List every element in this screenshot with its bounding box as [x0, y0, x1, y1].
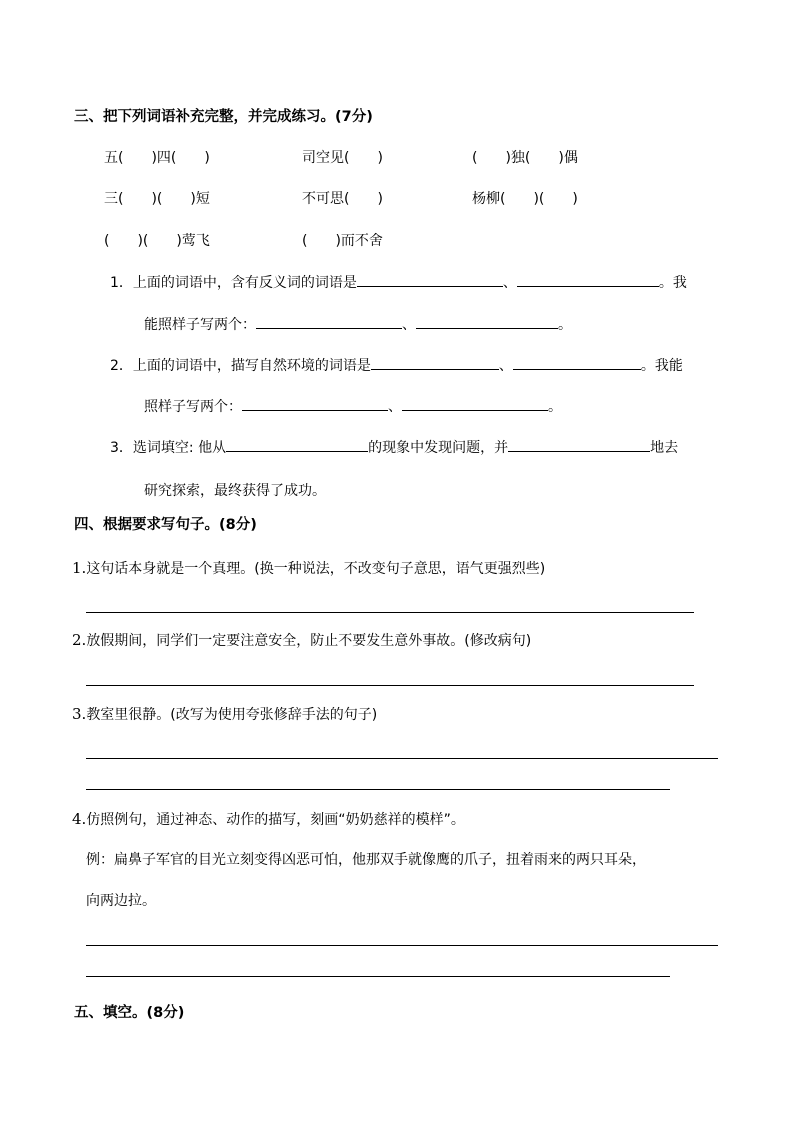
- answer-line[interactable]: [86, 685, 694, 686]
- idiom-item: 五( )四( ): [104, 150, 210, 166]
- answer-line[interactable]: [86, 612, 694, 613]
- answer-line[interactable]: [86, 789, 670, 790]
- answer-line[interactable]: [86, 758, 718, 759]
- question-3-mid: 的现象中发现问题，并: [368, 440, 509, 456]
- item-number: 4.: [72, 810, 87, 828]
- question-2-end: 。我能: [640, 358, 683, 374]
- line-end: 。: [548, 399, 562, 415]
- item-text: 仿照例句，通过神态、动作的描写，刻画“奶奶慈祥的模样”。: [86, 812, 465, 828]
- idiom-item: ( )( )莺飞: [104, 233, 210, 249]
- question-3-end: 地去: [650, 440, 679, 456]
- answer-blank[interactable]: [242, 398, 388, 411]
- answer-blank[interactable]: [371, 357, 499, 370]
- sentence-item-2: [72, 631, 531, 650]
- question-3-line2: 研究探索，最终获得了成功。: [144, 483, 326, 499]
- question-3-text: 3．选词填空: 他从: [110, 440, 227, 456]
- item-number: 1.: [72, 559, 87, 577]
- separator: 、: [402, 317, 416, 333]
- question-1-line: [110, 274, 687, 292]
- idiom-item: ( )独( )偶: [472, 150, 578, 166]
- sentence-item-4: [72, 810, 465, 829]
- item-number: 3.: [72, 705, 87, 723]
- idiom-item: ( )而不舍: [302, 233, 383, 249]
- separator: 、: [498, 358, 513, 374]
- item-text: 放假期间，同学们一定要注意安全，防止不要发生意外事故。(修改病句): [86, 633, 532, 649]
- section4-heading: 四、根据要求写句子。(8分): [74, 517, 257, 533]
- answer-blank[interactable]: [517, 274, 659, 287]
- answer-blank[interactable]: [402, 398, 548, 411]
- answer-line[interactable]: [86, 976, 670, 977]
- idiom-item: 司空见( ): [302, 150, 383, 166]
- answer-blank[interactable]: [513, 357, 641, 370]
- answer-blank[interactable]: [416, 316, 558, 329]
- answer-line[interactable]: [86, 945, 718, 946]
- separator: 、: [502, 275, 517, 291]
- question-1-text: 1．上面的词语中，含有反义词的词语是: [110, 275, 357, 291]
- question-2-line: [110, 357, 683, 375]
- question-1-end: 。我: [658, 275, 687, 291]
- idiom-item: 三( )( )短: [104, 191, 210, 207]
- answer-blank[interactable]: [508, 439, 650, 452]
- example-line-2: 向两边拉。: [86, 893, 156, 909]
- question-1-line2-text: 能照样子写两个：: [144, 317, 256, 333]
- question-2-line2-text: 照样子写两个：: [144, 399, 242, 415]
- section3-heading: 三、把下列词语补充完整，并完成练习。(7分): [74, 109, 373, 125]
- separator: 、: [388, 399, 402, 415]
- item-text: 教室里很静。(改写为使用夸张修辞手法的句子): [86, 707, 378, 723]
- idiom-item: 不可思( ): [302, 191, 383, 207]
- question-2-line2: [144, 398, 562, 416]
- item-number: 2.: [72, 631, 87, 649]
- question-2-text: 2．上面的词语中，描写自然环境的词语是: [110, 358, 371, 374]
- example-line-1: 例：扁鼻子军官的目光立刻变得凶恶可怕，他那双手就像鹰的爪子，扭着雨来的两只耳朵，: [86, 852, 646, 868]
- idiom-item: 杨柳( )( ): [472, 191, 578, 207]
- line-end: 。: [558, 317, 572, 333]
- question-1-line2: [144, 316, 572, 334]
- sentence-item-3: [72, 705, 377, 724]
- question-3-line: [110, 439, 678, 457]
- answer-blank[interactable]: [357, 274, 503, 287]
- answer-blank[interactable]: [256, 316, 402, 329]
- item-text: 这句话本身就是一个真理。(换一种说法，不改变句子意思，语气更强烈些): [86, 561, 546, 577]
- sentence-item-1: [72, 559, 545, 578]
- section5-heading: 五、填空。(8分): [74, 1005, 185, 1021]
- answer-blank[interactable]: [226, 439, 368, 452]
